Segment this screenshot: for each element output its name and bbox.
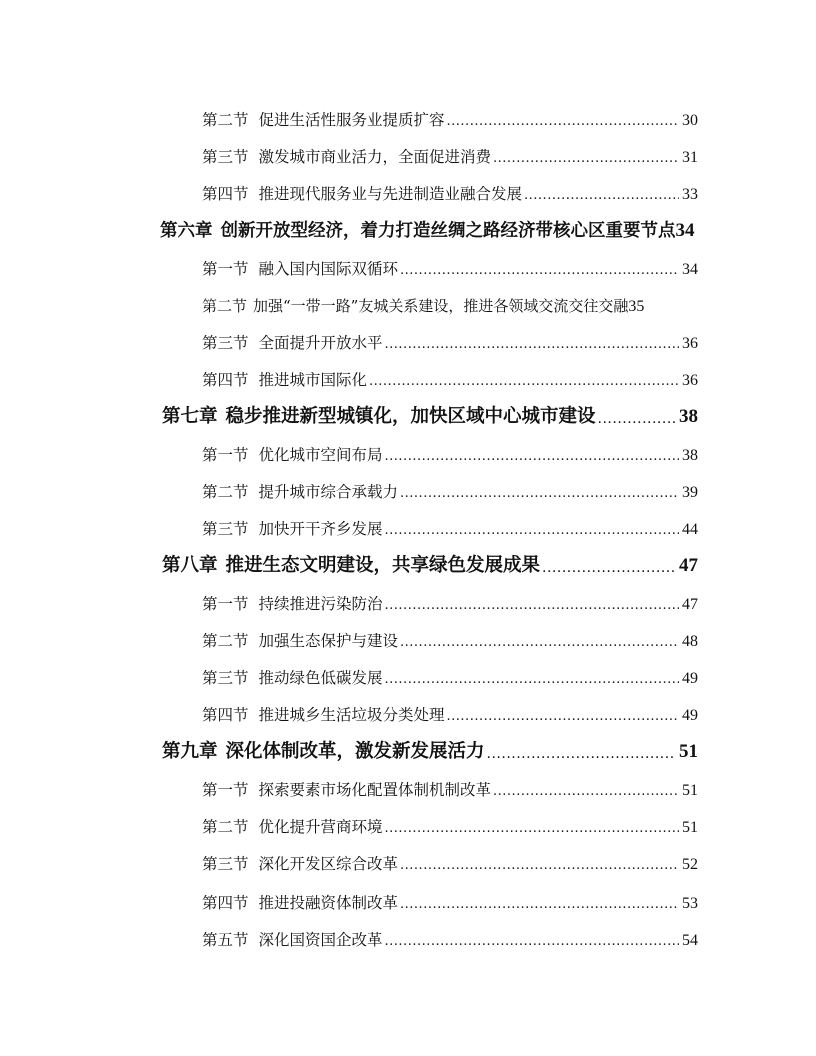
section-title: 推进投融资体制改革 xyxy=(258,894,399,912)
section-label: 第一节 xyxy=(202,595,249,613)
toc-entry-section[interactable] xyxy=(202,517,698,541)
dot-leader xyxy=(385,819,679,835)
page-number: 33 xyxy=(682,186,698,203)
page-number: 49 xyxy=(682,670,698,687)
section-title: 加强生态保护与建设 xyxy=(258,632,399,650)
toc-entry-section[interactable] xyxy=(202,480,698,504)
section-title: 推动绿色低碳发展 xyxy=(258,669,383,687)
section-label: 第三节 xyxy=(202,520,249,538)
dot-leader xyxy=(542,557,676,576)
dot-leader xyxy=(400,484,679,500)
page-number: 30 xyxy=(682,112,698,129)
toc-entry-section[interactable] xyxy=(202,852,698,876)
chapter-title: 创新开放型经济，着力打造丝绸之路经济带核心区重要节点 xyxy=(220,221,676,241)
dot-leader xyxy=(524,186,679,202)
chapter-label: 第九章 xyxy=(162,741,218,762)
page-number: 36 xyxy=(682,372,698,389)
page-number: 38 xyxy=(679,406,698,427)
dot-leader xyxy=(385,670,679,686)
section-title: 推进城市国际化 xyxy=(258,371,368,389)
page-number: 38 xyxy=(682,447,698,464)
dot-leader xyxy=(385,596,679,612)
section-label: 第三节 xyxy=(202,669,249,687)
page-number: 52 xyxy=(682,856,698,873)
section-title: 加强“一带一路”友城关系建设，推进各领域交流交往交融 xyxy=(253,297,629,315)
dot-leader xyxy=(447,112,679,128)
dot-leader xyxy=(385,335,679,351)
section-label: 第四节 xyxy=(202,185,249,203)
section-label: 第一节 xyxy=(202,446,249,464)
section-label: 第二节 xyxy=(202,632,249,650)
page-number: 47 xyxy=(682,596,698,613)
chapter-title: 稳步推进新型城镇化，加快区域中心城市建设 xyxy=(225,406,596,427)
dot-leader xyxy=(385,521,679,537)
section-title: 融入国内国际双循环 xyxy=(258,260,399,278)
page-number: 39 xyxy=(682,484,698,501)
toc-entry-section[interactable] xyxy=(202,592,698,616)
page-number: 44 xyxy=(682,521,698,538)
chapter-title: 深化体制改革，激发新发展活力 xyxy=(225,741,485,762)
dot-leader xyxy=(400,633,679,649)
section-label: 第二节 xyxy=(202,111,249,129)
section-label: 第一节 xyxy=(202,260,249,278)
section-title: 探索要素市场化配置体制机制改革 xyxy=(258,781,492,799)
toc-entry-section[interactable] xyxy=(202,108,698,132)
toc-entry-chapter[interactable] xyxy=(162,404,698,430)
section-label: 第二节 xyxy=(202,818,249,836)
toc-entry-chapter[interactable] xyxy=(162,739,698,765)
page-number: 54 xyxy=(682,932,698,949)
dot-leader xyxy=(385,932,679,948)
section-label: 第二节 xyxy=(202,483,249,501)
chapter-label: 第八章 xyxy=(162,555,218,576)
page-number: 53 xyxy=(682,895,698,912)
dot-leader xyxy=(369,372,679,388)
page-number: 36 xyxy=(682,335,698,352)
section-label: 第四节 xyxy=(202,371,249,389)
page-number: 48 xyxy=(682,633,698,650)
page-number: 49 xyxy=(682,707,698,724)
dot-leader xyxy=(400,856,679,872)
chapter-label: 第七章 xyxy=(162,406,218,427)
dot-leader xyxy=(493,149,679,165)
section-title: 全面提升开放水平 xyxy=(258,334,383,352)
toc-entry-section[interactable] xyxy=(202,815,698,839)
section-title: 提升城市综合承载力 xyxy=(258,483,399,501)
section-label: 第三节 xyxy=(202,148,249,166)
section-label: 第二节 xyxy=(202,297,248,315)
page-number: 51 xyxy=(679,741,698,762)
section-title: 深化国资国企改革 xyxy=(258,931,383,949)
section-label: 第五节 xyxy=(202,931,249,949)
toc-entry-section[interactable] xyxy=(202,443,698,467)
section-title: 推进城乡生活垃圾分类处理 xyxy=(258,706,445,724)
section-title: 持续推进污染防治 xyxy=(258,595,383,613)
section-label: 第三节 xyxy=(202,855,249,873)
page-number: 34 xyxy=(682,261,698,278)
dot-leader xyxy=(385,447,679,463)
dot-leader xyxy=(598,408,676,427)
toc-entry-section[interactable] xyxy=(202,331,698,355)
section-title: 激发城市商业活力，全面促进消费 xyxy=(258,148,492,166)
section-label: 第三节 xyxy=(202,334,249,352)
section-title: 优化城市空间布局 xyxy=(258,446,383,464)
page-number: 35 xyxy=(628,298,645,315)
section-title: 促进生活性服务业提质扩容 xyxy=(258,111,445,129)
toc-entry-section[interactable] xyxy=(202,145,698,169)
toc-entry-section[interactable] xyxy=(202,666,698,690)
page-number: 51 xyxy=(682,819,698,836)
section-label: 第四节 xyxy=(202,894,249,912)
section-title: 加快开干齐乡发展 xyxy=(258,520,383,538)
section-label: 第四节 xyxy=(202,706,249,724)
page-number: 51 xyxy=(682,782,698,799)
dot-leader xyxy=(493,782,679,798)
page-number: 34 xyxy=(675,220,695,241)
toc-entry-section[interactable] xyxy=(202,703,698,727)
chapter-label: 第六章 xyxy=(160,221,213,241)
toc-entry-section[interactable] xyxy=(202,778,698,802)
section-title: 深化开发区综合改革 xyxy=(258,855,399,873)
dot-leader xyxy=(400,895,679,911)
toc-entry-section[interactable] xyxy=(202,294,706,318)
page-number: 31 xyxy=(682,149,698,166)
toc-entry-section[interactable] xyxy=(202,928,698,952)
toc-entry-section[interactable] xyxy=(202,629,698,653)
chapter-title: 推进生态文明建设，共享绿色发展成果 xyxy=(225,555,541,576)
toc-entry-chapter[interactable] xyxy=(162,553,698,579)
section-title: 推进现代服务业与先进制造业融合发展 xyxy=(258,185,523,203)
toc-entry-section[interactable] xyxy=(202,257,698,281)
dot-leader xyxy=(400,261,679,277)
dot-leader xyxy=(447,707,679,723)
toc-entry-chapter[interactable] xyxy=(160,218,708,244)
dot-leader xyxy=(487,743,676,762)
toc-entry-section[interactable] xyxy=(202,182,698,206)
section-label: 第一节 xyxy=(202,781,249,799)
toc-entry-section[interactable] xyxy=(202,891,698,915)
page-number: 47 xyxy=(679,555,698,576)
toc-entry-section[interactable] xyxy=(202,368,698,392)
section-title: 优化提升营商环境 xyxy=(258,818,383,836)
